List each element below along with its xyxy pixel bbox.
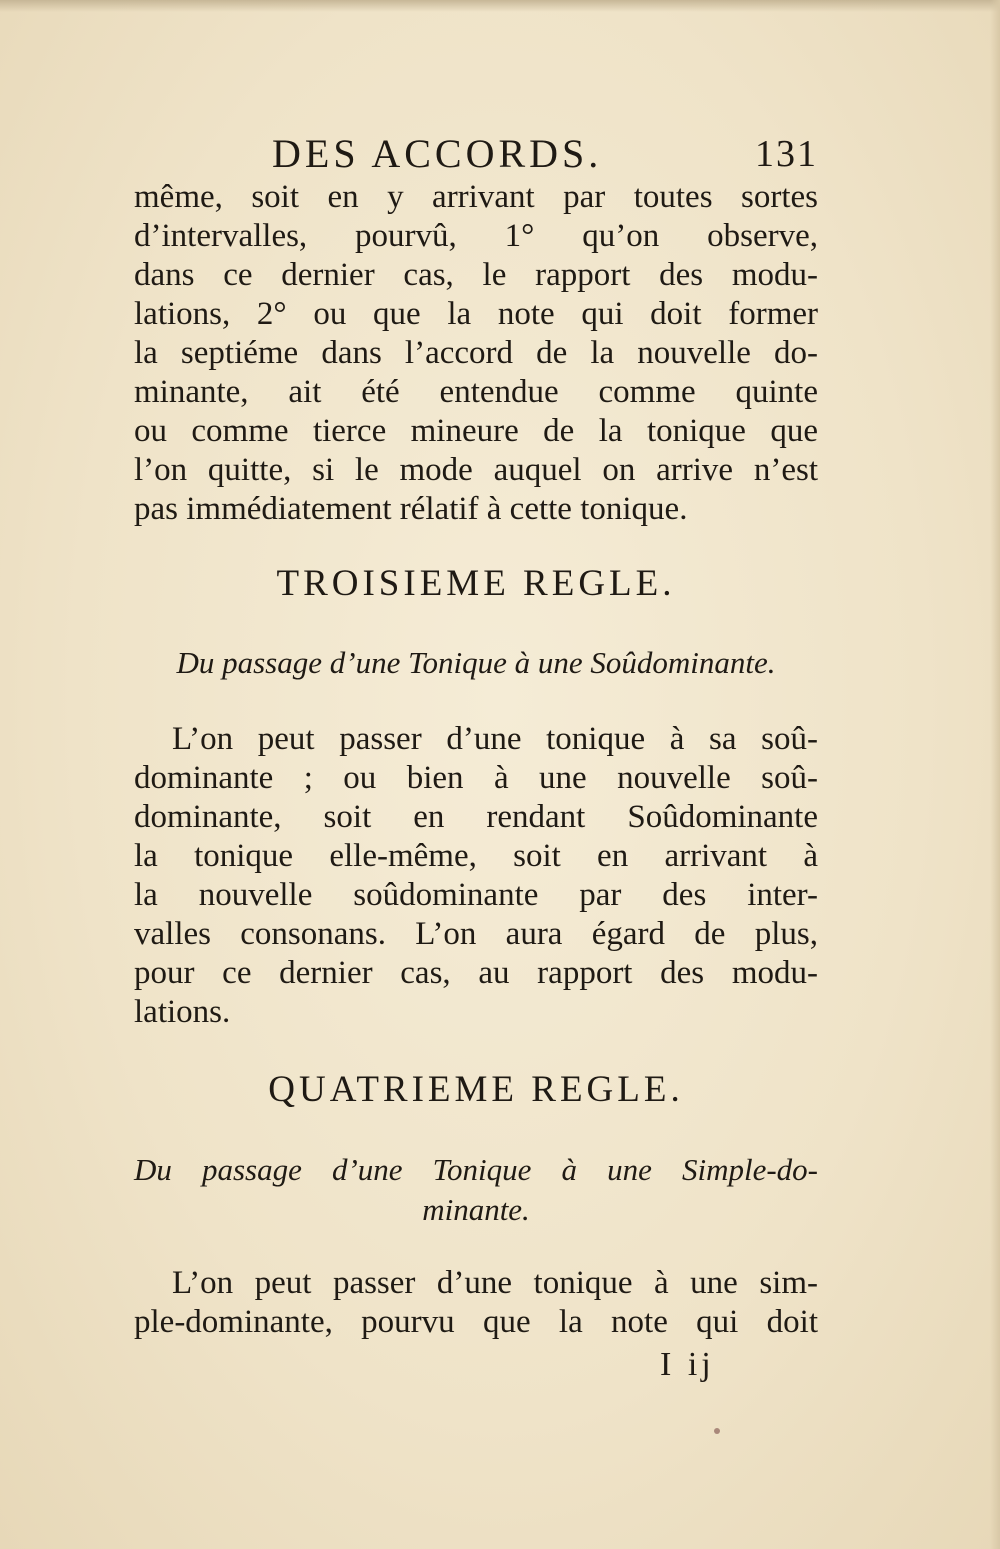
section-subheading-continued: minante. <box>422 1192 530 1227</box>
running-title: DES ACCORDS. <box>272 131 603 176</box>
text-line: lations, 2° ou que la note qui doit former <box>134 296 818 332</box>
ink-speck <box>714 1428 720 1434</box>
section-subheading: Du passage d’une Tonique à une Soûdominante. <box>176 645 776 680</box>
page-edge-shadow-right <box>990 0 1000 1549</box>
text-line: lations. <box>134 994 231 1030</box>
page-number: 131 <box>755 133 818 175</box>
text-line: d’intervalles, pourvû, 1° qu’on observe, <box>134 218 818 254</box>
text-line: la tonique elle-même, soit en arrivant à <box>134 838 818 874</box>
text-line: l’on quitte, si le mode auquel on arrive n’est <box>134 452 818 488</box>
text-line: dominante, soit en rendant Soûdominante <box>134 799 818 835</box>
text-line: ple-dominante, pourvu que la note qui doit <box>134 1304 818 1340</box>
text-line: dominante ; ou bien à une nouvelle soû- <box>134 760 818 796</box>
text-line: pas immédiatement rélatif à cette tonique. <box>134 491 688 527</box>
section-heading: QUATRIEME REGLE. <box>268 1069 684 1110</box>
text-line: minante, ait été entendue comme quinte <box>134 374 818 410</box>
text-line: L’on peut passer d’une tonique à une sim- <box>172 1265 818 1301</box>
text-line: valles consonans. L’on aura égard de plus, <box>134 916 818 952</box>
text-line: pour ce dernier cas, au rapport des modu- <box>134 955 818 991</box>
text-line: la nouvelle soûdominante par des inter- <box>134 877 818 913</box>
text-line: ou comme tierce mineure de la tonique que <box>134 413 818 449</box>
section-heading: TROISIEME REGLE. <box>276 563 676 604</box>
text-line: même, soit en y arrivant par toutes sortes <box>134 179 818 215</box>
text-line: L’on peut passer d’une tonique à sa soû- <box>172 721 818 757</box>
signature-mark: I ij <box>660 1346 715 1383</box>
page-edge-shadow <box>0 0 1000 12</box>
text-line: la septiéme dans l’accord de la nouvelle do- <box>134 335 818 371</box>
section-subheading: Du passage d’une Tonique à une Simple-do- <box>134 1152 818 1187</box>
text-line: dans ce dernier cas, le rapport des modu- <box>134 257 818 293</box>
